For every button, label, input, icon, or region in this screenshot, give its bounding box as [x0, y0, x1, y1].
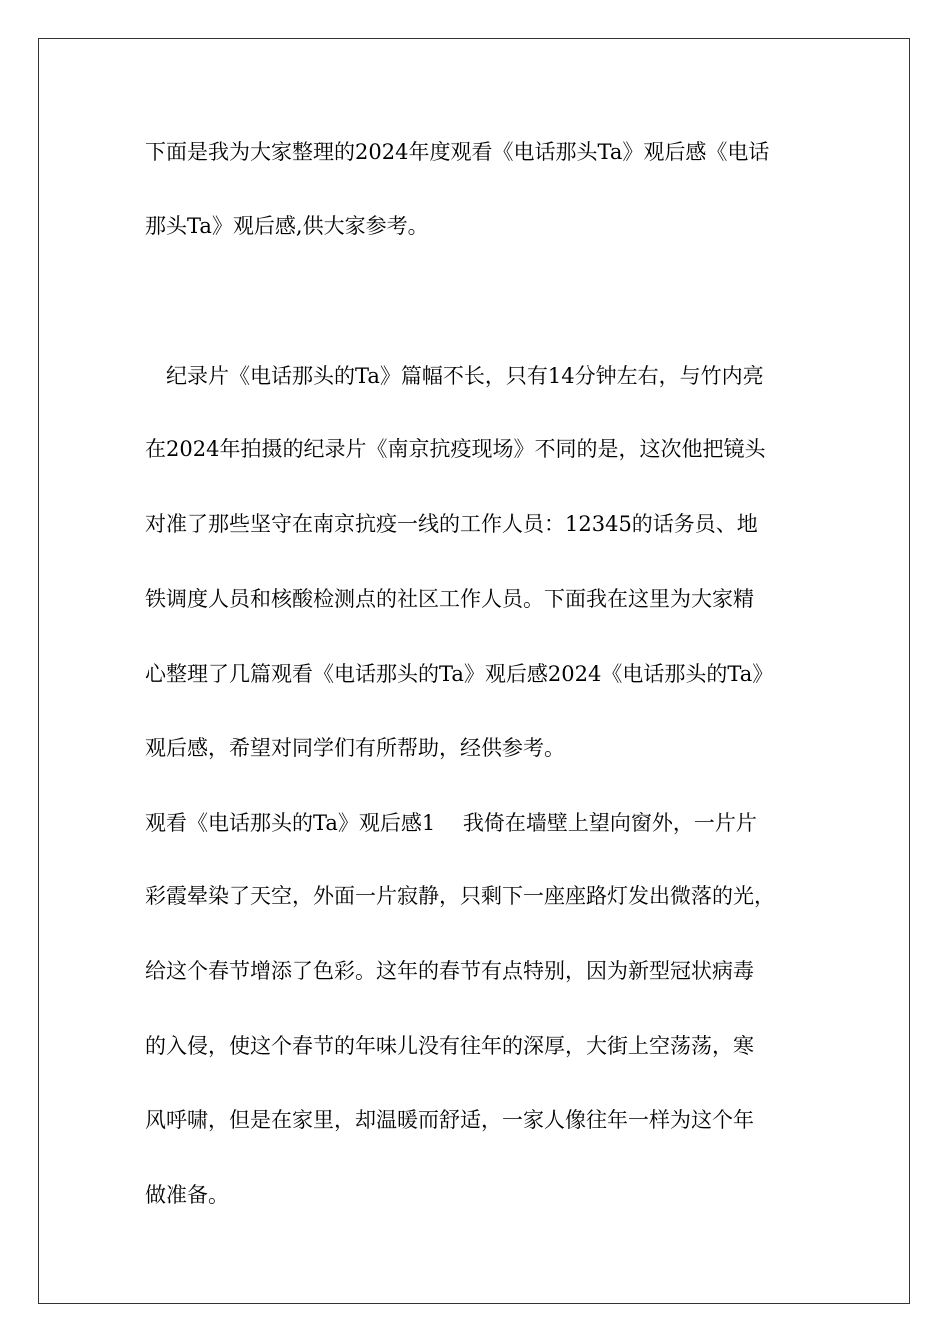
essay1-line-4: 的入侵，使这个春节的年味儿没有往年的深厚，大街上空荡荡，寒 [145, 1034, 754, 1058]
intro-line-2: 那头Ta》观后感,供大家参考。 [145, 214, 429, 238]
summary-line-2: 在2024年拍摄的纪录片《南京抗疫现场》不同的是，这次他把镜头 [145, 437, 766, 461]
essay1-line-6: 做准备。 [145, 1183, 229, 1207]
essay1-line-1: 观看《电话那头的Ta》观后感1 我倚在墙壁上望向窗外，一片片 [145, 811, 757, 835]
summary-line-6: 观后感，希望对同学们有所帮助，经供参考。 [145, 736, 565, 760]
summary-line-1: 纪录片《电话那头的Ta》篇幅不长，只有14分钟左右，与竹内亮 [145, 364, 764, 388]
essay1-line-5: 风呼啸，但是在家里，却温暖而舒适，一家人像往年一样为这个年 [145, 1108, 754, 1132]
intro-line-1: 下面是我为大家整理的2024年度观看《电话那头Ta》观后感《电话 [145, 140, 770, 164]
summary-line-5: 心整理了几篇观看《电话那头的Ta》观后感2024《电话那头的Ta》 [145, 662, 774, 686]
essay1-line-2: 彩霞晕染了天空，外面一片寂静，只剩下一座座路灯发出微落的光， [145, 884, 775, 908]
summary-line-4: 铁调度人员和核酸检测点的社区工作人员。下面我在这里为大家精 [145, 587, 754, 611]
summary-line-3: 对准了那些坚守在南京抗疫一线的工作人员：12345的话务员、地 [145, 512, 758, 536]
essay1-line-3: 给这个春节增添了色彩。这年的春节有点特别，因为新型冠状病毒 [145, 959, 754, 983]
